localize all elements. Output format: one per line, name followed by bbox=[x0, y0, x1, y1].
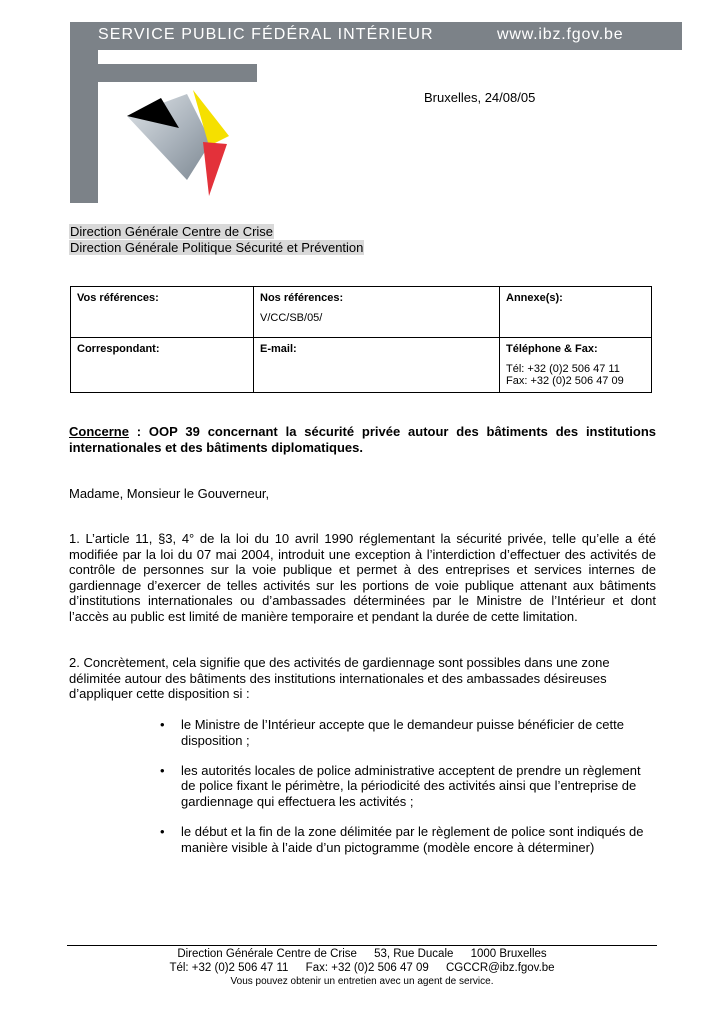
footer-org: Direction Générale Centre de Crise bbox=[177, 948, 357, 960]
cell-nos-references bbox=[254, 287, 500, 338]
footer-note: Vous pouvez obtenir un entretien avec un agent de service. bbox=[230, 976, 494, 987]
bullet-icon: • bbox=[160, 823, 165, 839]
list-item bbox=[160, 717, 656, 748]
vos-references-label: Vos références: bbox=[77, 292, 159, 304]
bullet-icon: • bbox=[160, 762, 165, 778]
fgov-geometric-logo-icon bbox=[125, 90, 235, 200]
paragraph-1: 1. L’article 11, §3, 4° de la loi du 10 avril 1990 réglementant la sécurité privée, telle qu’elle a été modifiée par la loi du 07 mai 2004, introduit une exception à l’interdiction d’effectuer des activités de contrôle de personnes sur la voie publique et permet à des entreprises et services internes de gardiennage d’exercer de telles activités sur les portions de voie publique attenant aux bâtiments d’institutions internationales ou d’ambassades déterminées par le Ministre de l’Intérieur et dont l’accès au public est limité de manière temporaire et pendant la durée de cette limitation. bbox=[69, 531, 656, 624]
cell-email bbox=[254, 338, 500, 393]
footer-tel: Tél: +32 (0)2 506 47 11 bbox=[169, 962, 289, 974]
subject-line bbox=[69, 424, 656, 456]
letterhead-vertical-bar bbox=[70, 22, 98, 203]
cell-correspondant bbox=[71, 338, 254, 393]
list-item bbox=[160, 763, 656, 810]
subject-text: : OOP 39 concernant la sécurité privée autour des bâtiments des institutions internationales et des bâtiments diplomatiques. bbox=[69, 424, 656, 455]
references-table bbox=[70, 286, 652, 393]
email-label: E-mail: bbox=[260, 343, 297, 355]
footer-contact-line bbox=[67, 962, 657, 974]
paragraph-2: 2. Concrètement, cela signifie que des activités de gardiennage sont possibles dans une zone délimitée autour des bâtiments des institutions internationales et des ambassades désireuses d’appliquer cette disposition si : bbox=[69, 655, 610, 702]
list-item-text: le Ministre de l’Intérieur accepte que le demandeur puisse bénéficier de cette disposition ; bbox=[181, 717, 624, 748]
letterhead-url[interactable]: www.ibz.fgov.be bbox=[497, 26, 624, 43]
footer-divider bbox=[67, 945, 657, 946]
footer-city: 1000 Bruxelles bbox=[470, 948, 547, 960]
cell-telephone-fax bbox=[500, 338, 652, 393]
bullet-icon: • bbox=[160, 717, 165, 732]
telephone-fax-label: Téléphone & Fax: bbox=[506, 343, 598, 355]
footer-email[interactable]: CGCCR@ibz.fgov.be bbox=[445, 962, 555, 974]
letterhead-title: SERVICE PUBLIC FÉDÉRAL INTÉRIEUR bbox=[98, 26, 434, 43]
nos-references-value: V/CC/SB/05/ bbox=[260, 312, 323, 324]
greeting: Madame, Monsieur le Gouverneur, bbox=[69, 486, 270, 501]
list-item bbox=[160, 824, 656, 855]
footer-address: 53, Rue Ducale bbox=[374, 948, 454, 960]
fax-value: Fax: +32 (0)2 506 47 09 bbox=[506, 375, 624, 387]
footer-fax: Fax: +32 (0)2 506 47 09 bbox=[305, 962, 429, 974]
conditions-list bbox=[160, 717, 656, 870]
nos-references-label: Nos références: bbox=[260, 292, 344, 304]
list-item-text: le début et la fin de la zone délimitée par le règlement de police sont indiqués de manière visible à l’aide d’un pictogramme (modèle encore à déterminer) bbox=[181, 823, 644, 855]
direction-line-2: Direction Générale Politique Sécurité et Prévention bbox=[70, 240, 364, 255]
footer-address-line bbox=[67, 948, 657, 960]
cell-annexes bbox=[500, 287, 652, 338]
cell-vos-references bbox=[71, 287, 254, 338]
telephone-value: Tél: +32 (0)2 506 47 11 bbox=[506, 363, 620, 375]
direction-line-1: Direction Générale Centre de Crise bbox=[70, 224, 274, 239]
letter-date: Bruxelles, 24/08/05 bbox=[424, 90, 536, 105]
list-item-text: les autorités locales de police administrative acceptent de prendre un règlement de police fixant le périmètre, la périodicité des activités ainsi que l’entreprise de gardiennage qui effectuera les activités ; bbox=[181, 762, 641, 809]
subject-label: Concerne bbox=[69, 424, 129, 439]
letterhead-horizontal-bar bbox=[98, 64, 257, 82]
correspondant-label: Correspondant: bbox=[77, 343, 160, 355]
annexes-label: Annexe(s): bbox=[506, 292, 563, 304]
